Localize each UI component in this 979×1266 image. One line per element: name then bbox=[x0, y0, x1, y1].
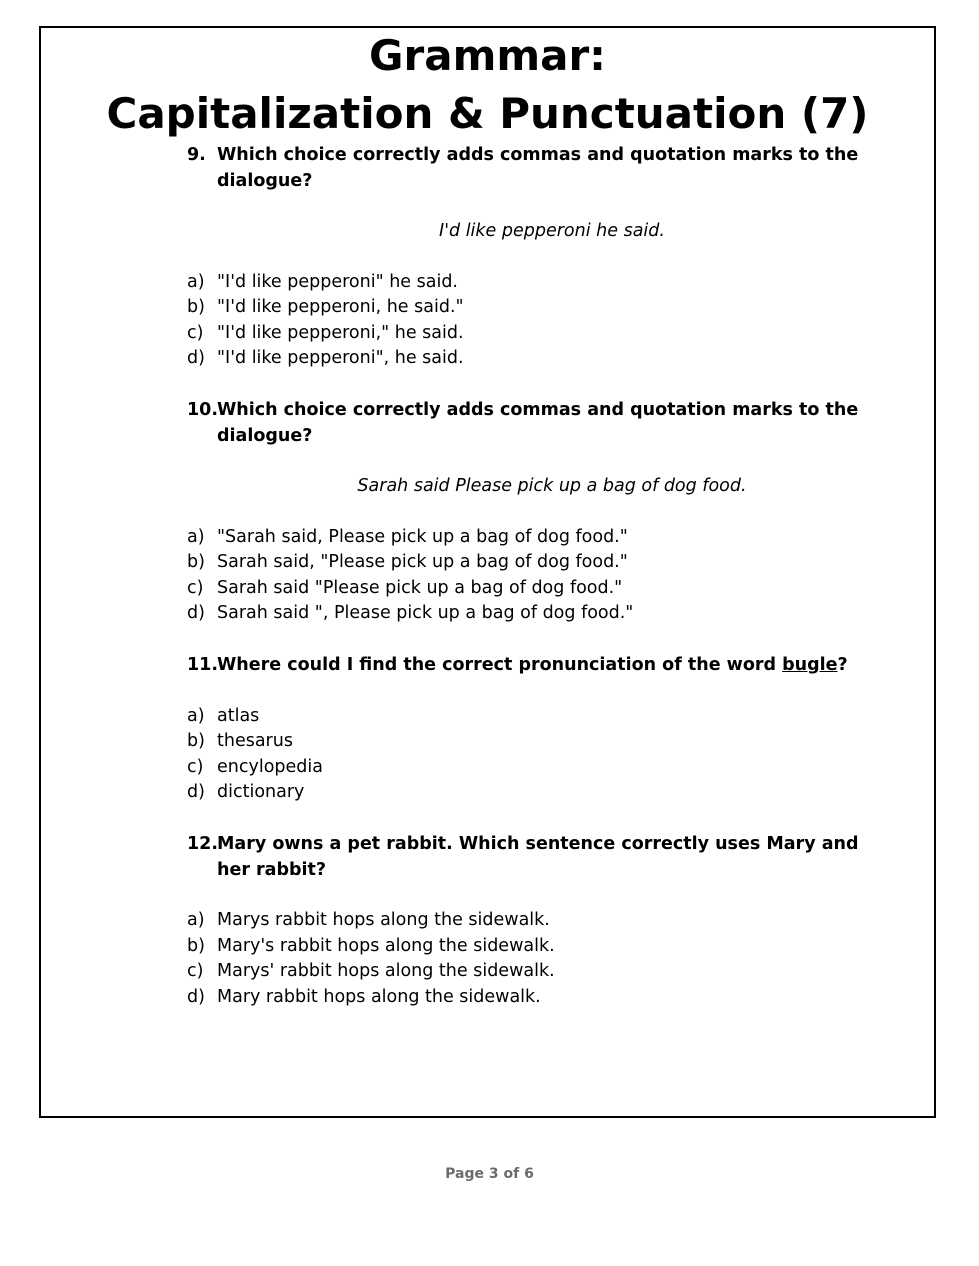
option-text: "I'd like pepperoni, he said." bbox=[217, 297, 464, 317]
answer-option-d[interactable] bbox=[187, 601, 887, 627]
option-letter: a) bbox=[187, 271, 205, 292]
question-header bbox=[187, 143, 887, 194]
option-text: encylopedia bbox=[217, 756, 323, 777]
option-text: Sarah said ", Please pick up a bag of dog food." bbox=[217, 603, 634, 623]
option-text: thesarus bbox=[217, 731, 293, 751]
option-text: "Sarah said, Please pick up a bag of dog food." bbox=[217, 526, 628, 547]
option-letter: c) bbox=[187, 322, 204, 343]
question-header bbox=[187, 398, 887, 449]
option-letter: a) bbox=[187, 705, 205, 726]
option-text: "I'd like pepperoni", he said. bbox=[217, 348, 464, 368]
option-letter: a) bbox=[187, 526, 205, 547]
option-letter: c) bbox=[187, 961, 204, 981]
question-prompt: Sarah said Please pick up a bag of dog food. bbox=[357, 476, 747, 496]
option-letter: d) bbox=[187, 782, 205, 802]
answer-option-b[interactable] bbox=[187, 295, 887, 321]
option-text: Marys' rabbit hops along the sidewalk. bbox=[217, 961, 555, 981]
question-10 bbox=[187, 398, 887, 627]
worksheet-frame bbox=[39, 26, 936, 1118]
question-number: 10. bbox=[187, 400, 219, 420]
option-letter: d) bbox=[187, 348, 205, 368]
question-prompt: I'd like pepperoni he said. bbox=[439, 221, 665, 241]
option-text: dictionary bbox=[217, 782, 305, 802]
option-letter: b) bbox=[187, 297, 205, 317]
question-text: Which choice correctly adds commas and quotation marks to the dialogue? bbox=[217, 400, 859, 446]
answer-option-a[interactable] bbox=[187, 704, 887, 730]
option-text: "I'd like pepperoni," he said. bbox=[217, 322, 464, 343]
question-header bbox=[187, 832, 887, 883]
question-text-end: ? bbox=[837, 655, 848, 675]
question-11 bbox=[187, 653, 887, 806]
answer-option-c[interactable] bbox=[187, 576, 887, 602]
option-letter: b) bbox=[187, 935, 205, 956]
option-letter: d) bbox=[187, 986, 205, 1007]
question-text: Where could I find the correct pronunciation of the word bbox=[217, 655, 783, 675]
answer-option-d[interactable] bbox=[187, 780, 887, 806]
option-letter: b) bbox=[187, 552, 205, 572]
question-number: 12. bbox=[187, 834, 219, 854]
answer-options bbox=[187, 525, 887, 627]
answer-option-d[interactable] bbox=[187, 985, 887, 1011]
option-letter: c) bbox=[187, 577, 204, 598]
answer-option-c[interactable] bbox=[187, 755, 887, 781]
answer-option-a[interactable] bbox=[187, 908, 887, 934]
answer-option-a[interactable] bbox=[187, 270, 887, 296]
page-title-line-2: Capitalization & Punctuation (7) bbox=[106, 89, 869, 138]
question-header bbox=[187, 653, 887, 679]
question-text: Which choice correctly adds commas and quotation marks to the dialogue? bbox=[217, 145, 859, 191]
question-9 bbox=[187, 143, 887, 372]
option-text: atlas bbox=[217, 705, 260, 726]
answer-option-c[interactable] bbox=[187, 959, 887, 985]
page-number: Page 3 of 6 bbox=[445, 1166, 534, 1182]
question-number: 11. bbox=[187, 655, 219, 675]
option-letter: a) bbox=[187, 910, 205, 930]
option-letter: b) bbox=[187, 731, 205, 751]
option-text: Sarah said, "Please pick up a bag of dog food." bbox=[217, 552, 628, 572]
answer-option-b[interactable] bbox=[187, 729, 887, 755]
answer-option-b[interactable] bbox=[187, 934, 887, 960]
option-text: Marys rabbit hops along the sidewalk. bbox=[217, 910, 550, 930]
option-text: Mary rabbit hops along the sidewalk. bbox=[217, 986, 541, 1007]
option-letter: c) bbox=[187, 756, 204, 777]
option-text: Sarah said "Please pick up a bag of dog food." bbox=[217, 577, 623, 598]
answer-options bbox=[187, 908, 887, 1010]
answer-options bbox=[187, 704, 887, 806]
question-12 bbox=[187, 832, 887, 1010]
underlined-word: bugle bbox=[782, 655, 838, 675]
page-title-line-1: Grammar: bbox=[369, 31, 606, 80]
answer-options bbox=[187, 270, 887, 372]
option-text: Mary's rabbit hops along the sidewalk. bbox=[217, 935, 555, 956]
question-text: Mary owns a pet rabbit. Which sentence correctly uses Mary and her rabbit? bbox=[217, 834, 859, 880]
answer-option-d[interactable] bbox=[187, 346, 887, 372]
answer-option-a[interactable] bbox=[187, 525, 887, 551]
answer-option-b[interactable] bbox=[187, 550, 887, 576]
question-number: 9. bbox=[187, 145, 206, 165]
option-text: "I'd like pepperoni" he said. bbox=[217, 271, 458, 292]
answer-option-c[interactable] bbox=[187, 321, 887, 347]
option-letter: d) bbox=[187, 603, 205, 623]
